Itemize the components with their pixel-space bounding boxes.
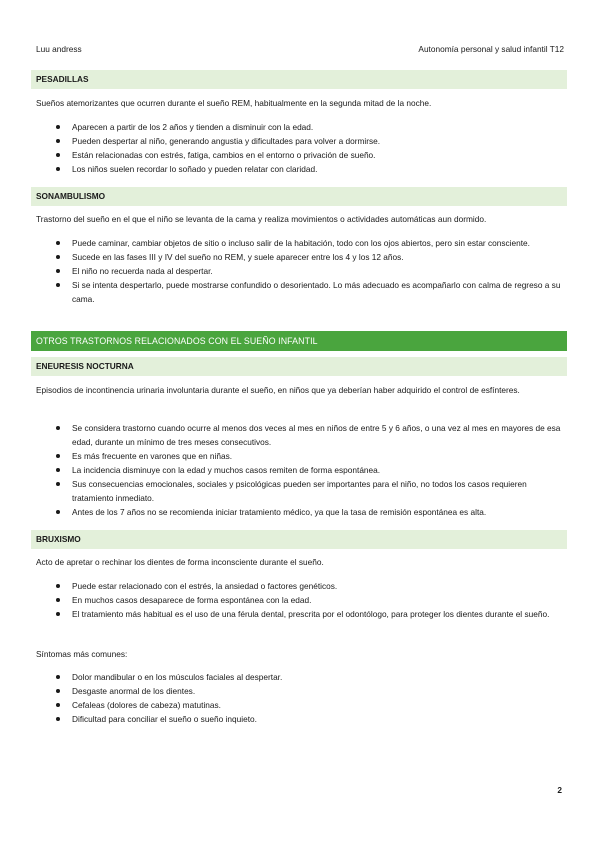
section-heading-enuresis: ENEURESIS NOCTURNA [31, 357, 567, 376]
list-item: En muchos casos desaparece de forma espontánea con la edad. [56, 593, 564, 607]
list-item: Antes de los 7 años no se recomienda iniciar tratamiento médico, ya que la tasa de remisión espontánea es alta. [56, 505, 564, 519]
enuresis-description: Episodios de incontinencia urinaria involuntaria durante el sueño, en niños que ya deberían haber adquirido el control de esfínteres. [36, 385, 520, 395]
symptoms-label: Síntomas más comunes: [36, 649, 128, 659]
list-item: Dolor mandibular o en los músculos faciales al despertar. [56, 670, 564, 684]
bruxismo-description: Acto de apretar o rechinar los dientes de forma inconsciente durante el sueño. [36, 557, 324, 567]
section-heading-sonambulismo: SONAMBULISMO [31, 187, 567, 206]
list-item: El niño no recuerda nada al despertar. [56, 264, 564, 278]
list-item: La incidencia disminuye con la edad y muchos casos remiten de forma espontánea. [56, 463, 564, 477]
list-item: Puede caminar, cambiar objetos de sitio o incluso salir de la habitación, todo con los ojos abiertos, pero sin estar consciente. [56, 236, 564, 250]
bruxismo-list [56, 579, 564, 621]
list-item: Están relacionadas con estrés, fatiga, cambios en el entorno o privación de sueño. [56, 148, 564, 162]
sonambulismo-description: Trastorno del sueño en el que el niño se levanta de la cama y realiza movimientos o actividades automáticas aun dormido. [36, 214, 487, 224]
page-number: 2 [557, 785, 562, 795]
section-heading-otros-trastornos: OTROS TRASTORNOS RELACIONADOS CON EL SUEÑO INFANTIL [31, 331, 567, 351]
section-heading-pesadillas: PESADILLAS [31, 70, 567, 89]
enuresis-list [56, 421, 564, 519]
list-item: Sus consecuencias emocionales, sociales y psicológicas pueden ser importantes para el niño, no todos los casos requieren tratamiento inmediato. [56, 477, 564, 505]
list-item: Dificultad para conciliar el sueño o sueño inquieto. [56, 712, 564, 726]
list-item: Desgaste anormal de los dientes. [56, 684, 564, 698]
list-item: Cefaleas (dolores de cabeza) matutinas. [56, 698, 564, 712]
list-item: Aparecen a partir de los 2 años y tienden a disminuir con la edad. [56, 120, 564, 134]
section-heading-bruxismo: BRUXISMO [31, 530, 567, 549]
sonambulismo-list [56, 236, 564, 306]
list-item: Puede estar relacionado con el estrés, la ansiedad o factores genéticos. [56, 579, 564, 593]
list-item: Sucede en las fases III y IV del sueño no REM, y suele aparecer entre los 4 y los 12 años. [56, 250, 564, 264]
list-item: Los niños suelen recordar lo soñado y pueden relatar con claridad. [56, 162, 564, 176]
list-item: Es más frecuente en varones que en niñas. [56, 449, 564, 463]
list-item: Se considera trastorno cuando ocurre al menos dos veces al mes en niños de entre 5 y 6 años, o una vez al mes en mayores de esa edad, durante un mínimo de tres meses consecutivos. [56, 421, 564, 449]
pesadillas-description: Sueños atemorizantes que ocurren durante el sueño REM, habitualmente en la segunda mitad de la noche. [36, 98, 432, 108]
symptoms-list [56, 670, 564, 726]
header-author: Luu andress [36, 44, 82, 54]
header-subject: Autonomía personal y salud infantil T12 [418, 44, 564, 54]
list-item: El tratamiento más habitual es el uso de una férula dental, prescrita por el odontólogo, para proteger los dientes durante el sueño. [56, 607, 564, 621]
page-header [36, 42, 564, 54]
list-item: Pueden despertar al niño, generando angustia y dificultades para volver a dormirse. [56, 134, 564, 148]
pesadillas-list [56, 120, 564, 176]
list-item: Si se intenta despertarlo, puede mostrarse confundido o desorientado. Lo más adecuado es acompañarlo con calma de regreso a su cama. [56, 278, 564, 306]
